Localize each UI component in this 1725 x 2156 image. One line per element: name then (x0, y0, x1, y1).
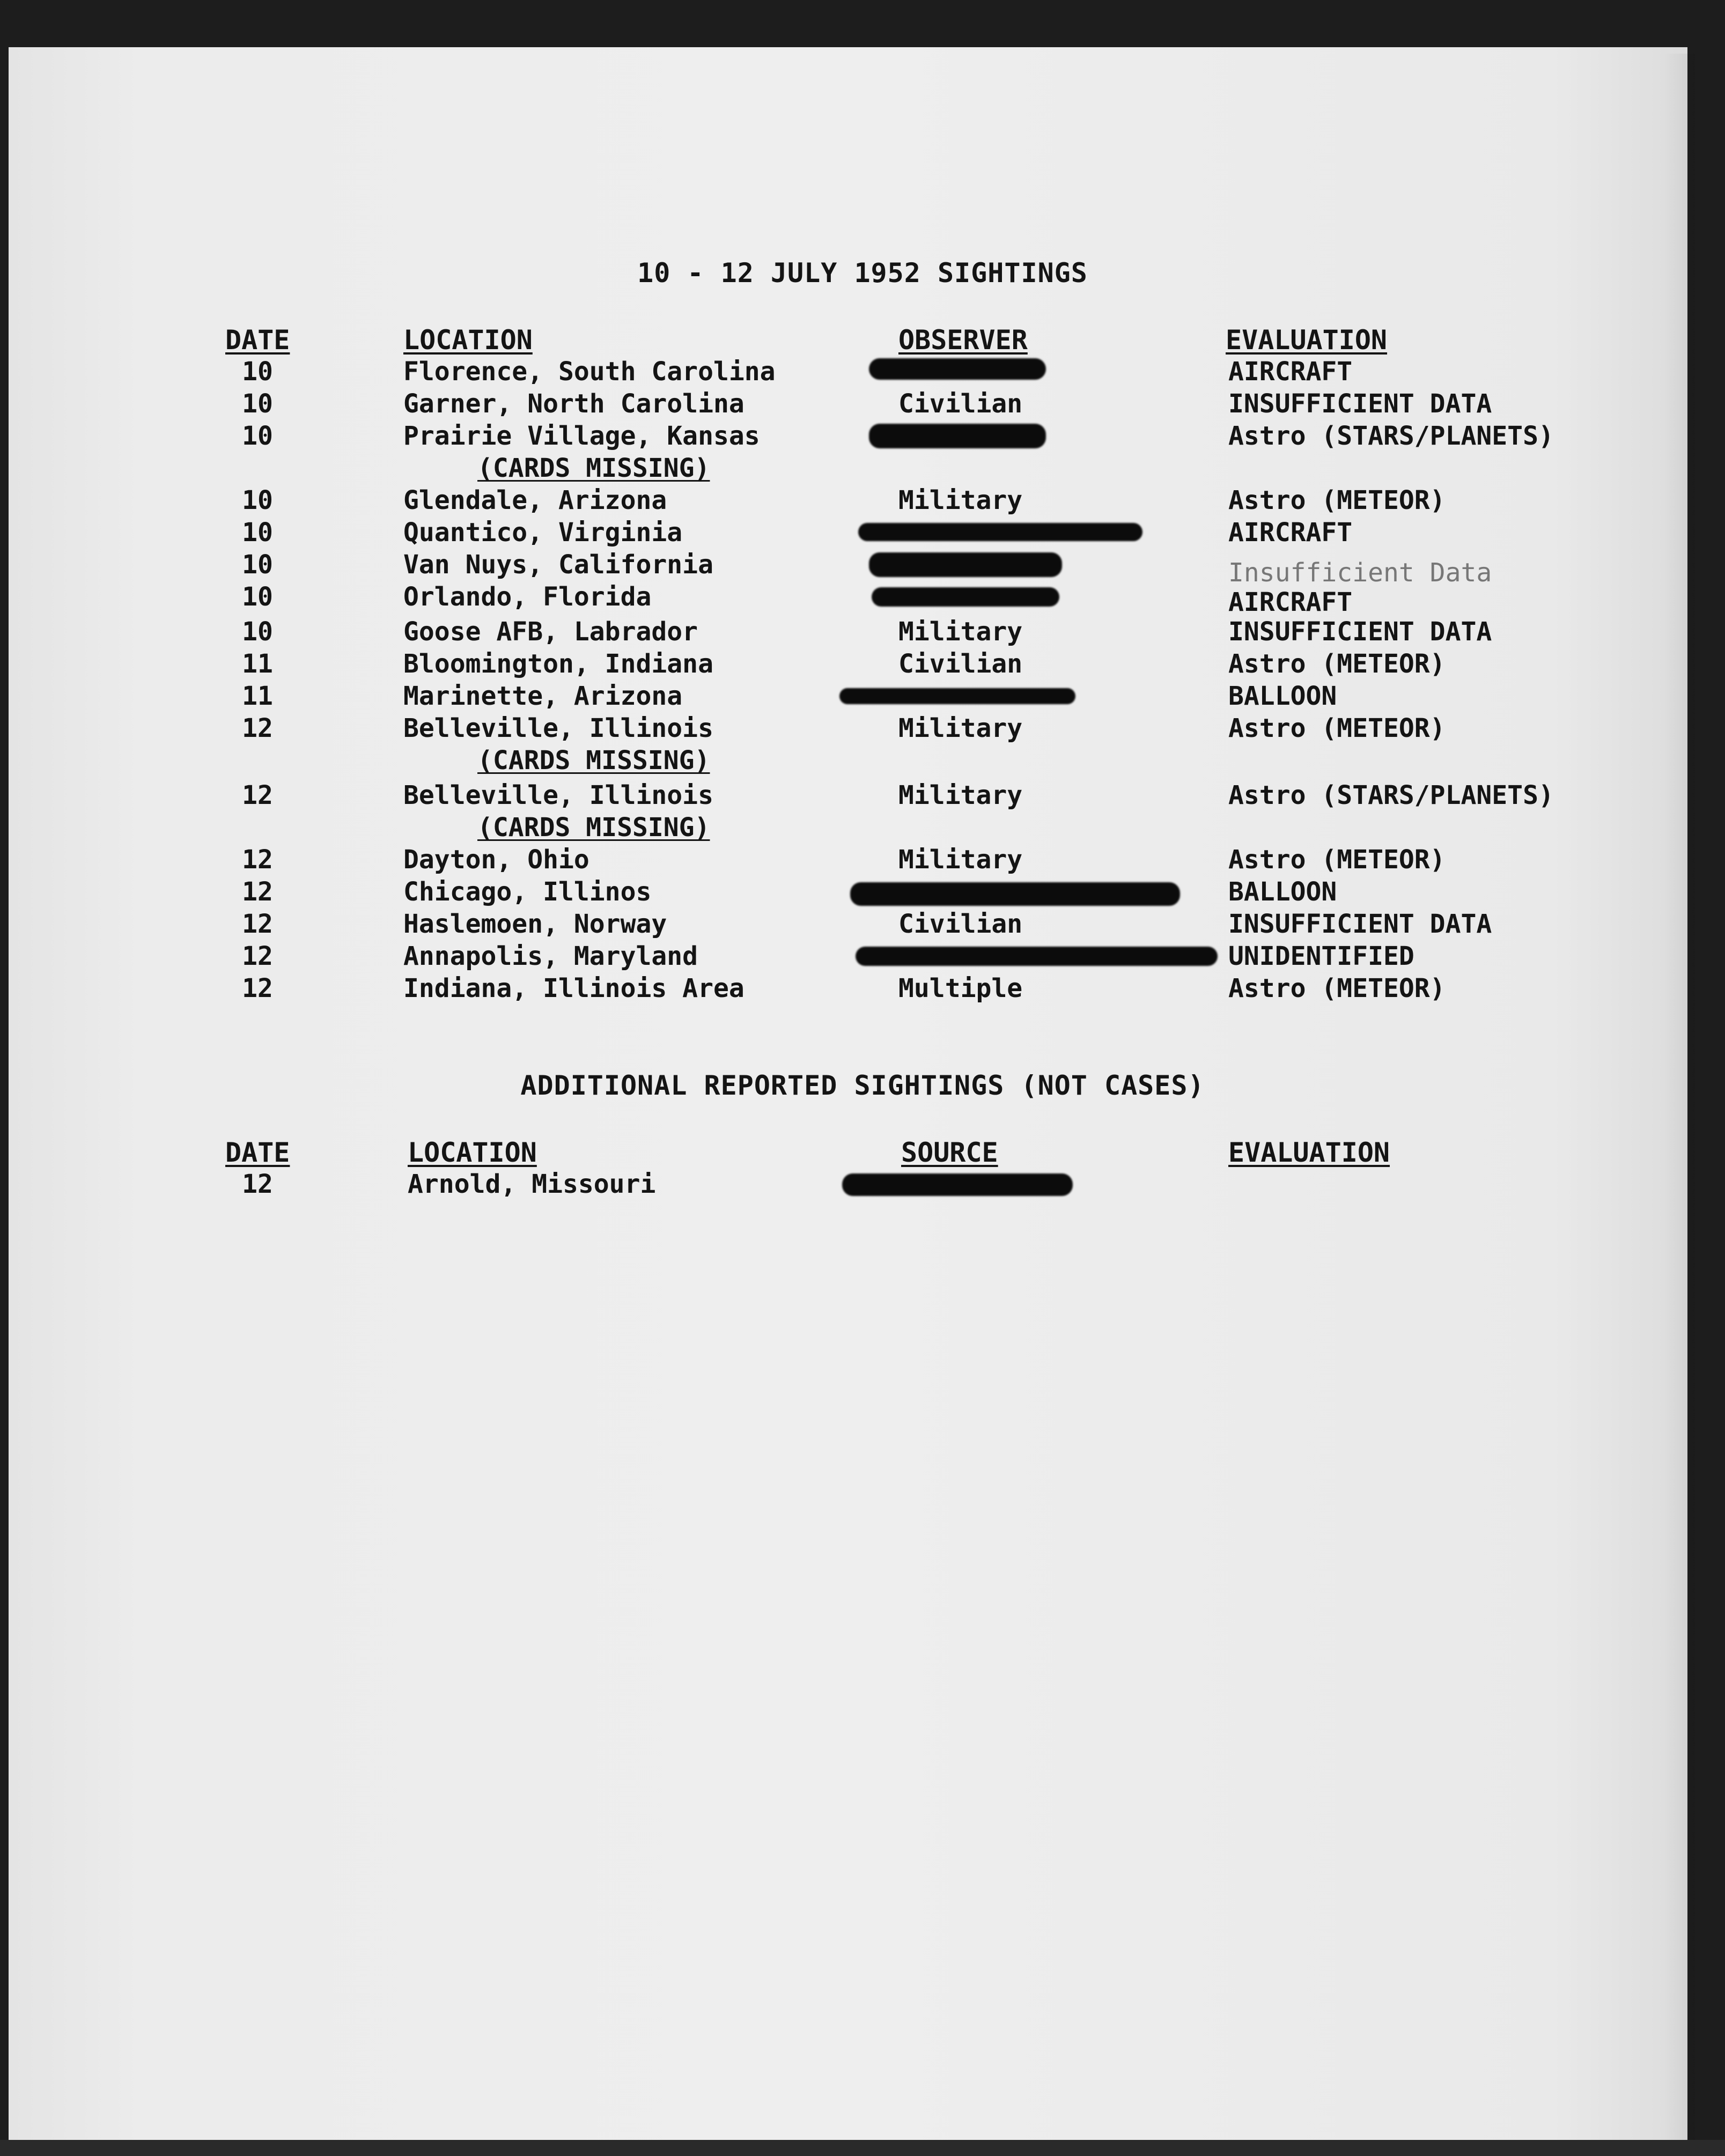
row-location: Van Nuys, California (403, 550, 713, 580)
row-date: 10 (242, 485, 273, 515)
redaction-mark (869, 424, 1046, 448)
additional-row-location: Arnold, Missouri (408, 1169, 656, 1199)
header-observer: OBSERVER (898, 324, 1028, 356)
row-date: 10 (242, 550, 273, 580)
cards-missing-note: (CARDS MISSING) (477, 745, 710, 776)
redaction-mark (842, 1173, 1073, 1196)
row-evaluation: Astro (METEOR) (1228, 649, 1446, 679)
row-location: Prairie Village, Kansas (403, 421, 760, 451)
row-location: Bloomington, Indiana (403, 649, 713, 679)
cards-missing-note: (CARDS MISSING) (477, 453, 710, 483)
row-observer: Civilian (898, 649, 1023, 679)
redaction-mark (858, 523, 1142, 541)
row-observer: Military (898, 780, 1023, 810)
row-evaluation: Insufficient Data (1228, 558, 1492, 588)
cards-missing-note: (CARDS MISSING) (477, 813, 710, 843)
redaction-mark (869, 358, 1046, 380)
row-date: 11 (242, 681, 273, 711)
row-date: 10 (242, 389, 273, 419)
row-evaluation: INSUFFICIENT DATA (1228, 909, 1492, 939)
row-location: Indiana, Illinois Area (403, 973, 744, 1003)
header-date: DATE (225, 324, 290, 356)
row-evaluation: Astro (METEOR) (1228, 485, 1446, 515)
row-observer: Military (898, 845, 1023, 875)
redaction-mark (872, 587, 1059, 607)
row-observer: Civilian (898, 909, 1023, 939)
additional-header-source: SOURCE (901, 1137, 998, 1168)
row-date: 12 (242, 780, 273, 810)
row-observer: Military (898, 713, 1023, 743)
redaction-mark (839, 688, 1075, 704)
row-date: 10 (242, 617, 273, 647)
redaction-mark (850, 882, 1180, 906)
row-location: Quantico, Virginia (403, 518, 683, 548)
row-location: Annapolis, Maryland (403, 941, 698, 971)
row-location: Haslemoen, Norway (403, 909, 667, 939)
row-date: 10 (242, 582, 273, 612)
row-location: Belleville, Illinois (403, 713, 713, 743)
row-date: 12 (242, 973, 273, 1003)
row-observer: Civilian (898, 389, 1023, 419)
row-location: Dayton, Ohio (403, 845, 589, 875)
row-observer: Military (898, 485, 1023, 515)
row-evaluation: AIRCRAFT (1228, 357, 1353, 387)
row-observer: Military (898, 617, 1023, 647)
row-evaluation: BALLOON (1228, 681, 1337, 711)
row-date: 11 (242, 649, 273, 679)
row-date: 12 (242, 941, 273, 971)
row-date: 12 (242, 877, 273, 907)
header-evaluation: EVALUATION (1226, 324, 1388, 356)
row-location: Florence, South Carolina (403, 357, 776, 387)
row-evaluation: Astro (METEOR) (1228, 845, 1446, 875)
redaction-mark (869, 552, 1062, 577)
row-date: 12 (242, 845, 273, 875)
redaction-mark (856, 947, 1218, 966)
row-evaluation: AIRCRAFT (1228, 518, 1353, 548)
additional-header-location: LOCATION (408, 1137, 537, 1168)
row-evaluation: Astro (METEOR) (1228, 973, 1446, 1003)
additional-header-evaluation: EVALUATION (1228, 1137, 1390, 1168)
row-location: Glendale, Arizona (403, 485, 667, 515)
row-date: 12 (242, 909, 273, 939)
row-location: Belleville, Illinois (403, 780, 713, 810)
row-evaluation: AIRCRAFT (1228, 587, 1353, 617)
row-location: Orlando, Florida (403, 582, 652, 612)
row-evaluation: Astro (STARS/PLANETS) (1228, 780, 1554, 810)
row-date: 10 (242, 518, 273, 548)
additional-row-date: 12 (242, 1169, 273, 1199)
row-date: 10 (242, 421, 273, 451)
row-location: Marinette, Arizona (403, 681, 683, 711)
row-location: Goose AFB, Labrador (403, 617, 698, 647)
row-location: Garner, North Carolina (403, 389, 744, 419)
page-title: 10 - 12 JULY 1952 SIGHTINGS (637, 257, 1088, 289)
additional-header-date: DATE (225, 1137, 290, 1168)
row-location: Chicago, Illinos (403, 877, 652, 907)
additional-sightings-title: ADDITIONAL REPORTED SIGHTINGS (NOT CASES) (520, 1070, 1205, 1101)
row-evaluation: UNIDENTIFIED (1228, 941, 1414, 971)
row-date: 12 (242, 713, 273, 743)
row-evaluation: BALLOON (1228, 877, 1337, 907)
row-evaluation: INSUFFICIENT DATA (1228, 389, 1492, 419)
header-location: LOCATION (403, 324, 533, 356)
row-evaluation: INSUFFICIENT DATA (1228, 617, 1492, 647)
row-evaluation: Astro (STARS/PLANETS) (1228, 421, 1554, 451)
row-date: 10 (242, 357, 273, 387)
row-observer: Multiple (898, 973, 1023, 1003)
row-evaluation: Astro (METEOR) (1228, 713, 1446, 743)
